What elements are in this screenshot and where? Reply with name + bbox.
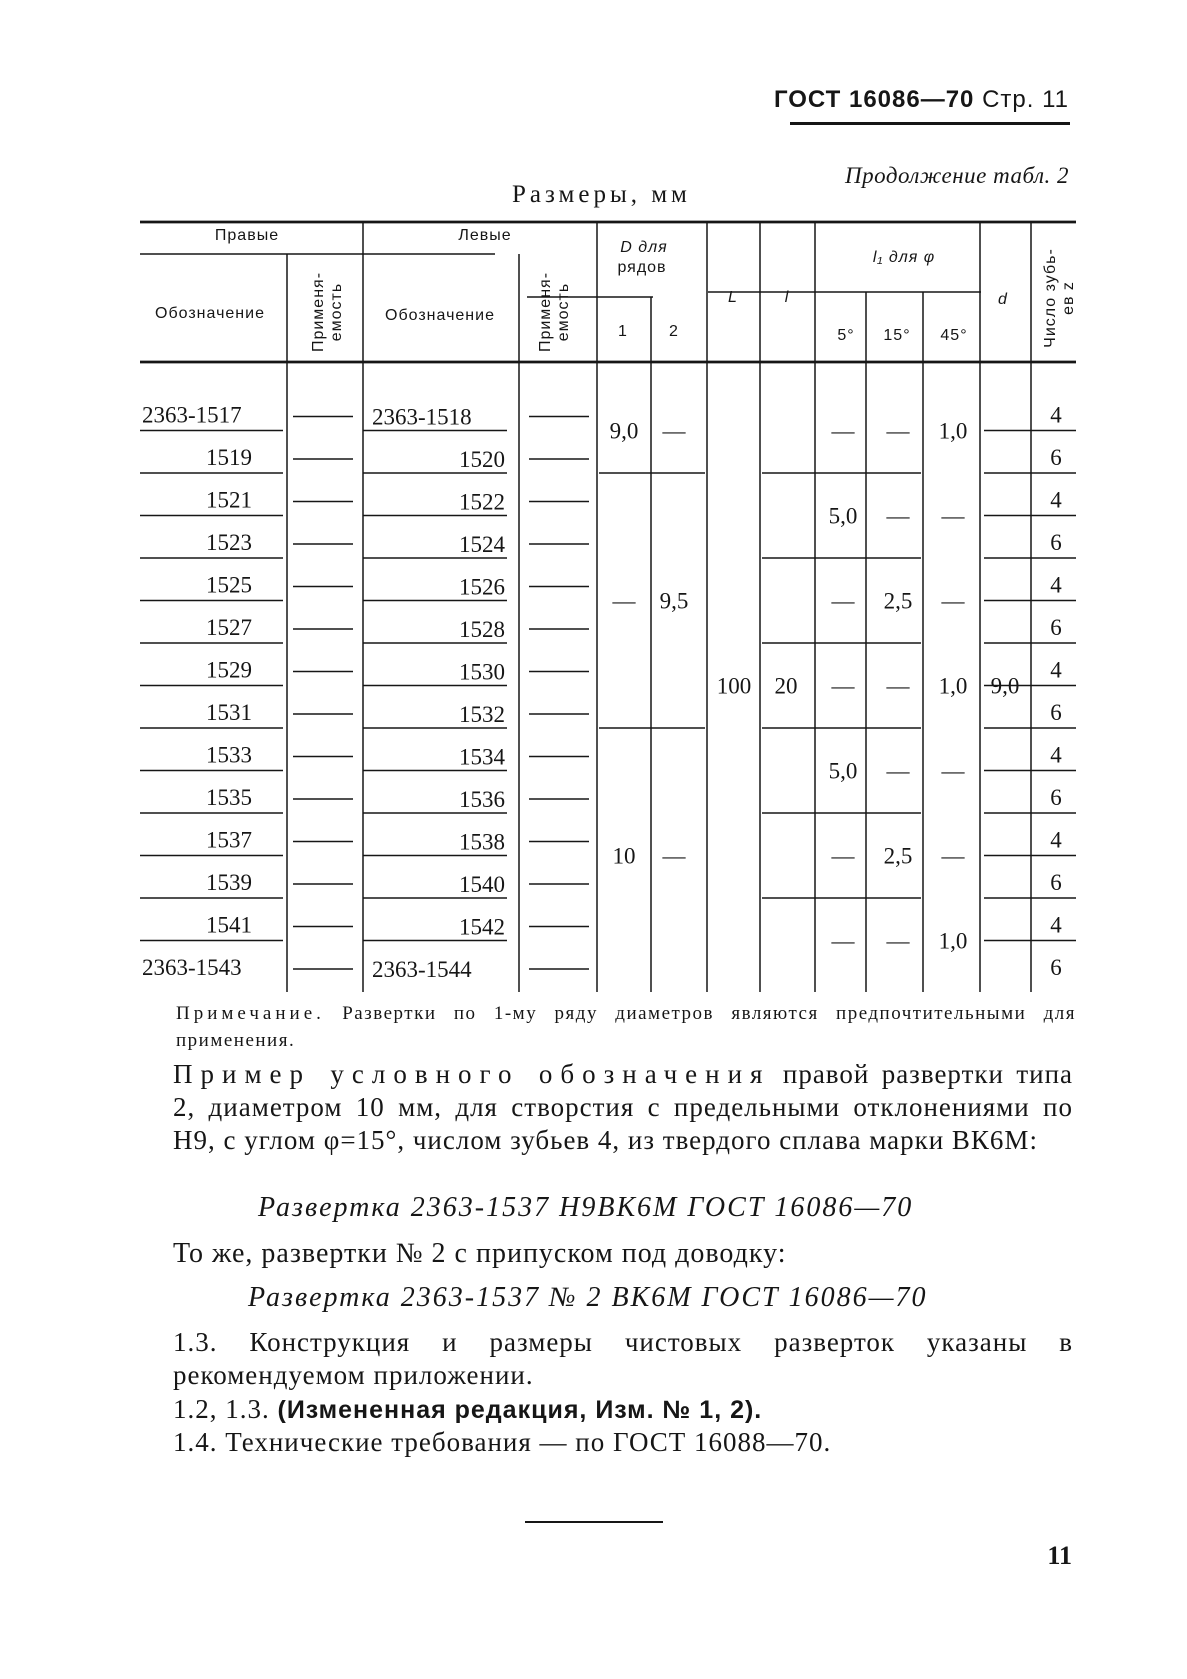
header-applicability-left-1: Применя-	[537, 271, 554, 353]
diameter-row2-value: 9,5	[659, 588, 689, 614]
left-code: 1522	[459, 489, 505, 515]
header-applicability-right-2: емость	[328, 282, 345, 342]
right-code: 1535	[206, 785, 252, 810]
standard-number: ГОСТ 16086—70	[773, 86, 975, 113]
left-code: 1530	[459, 659, 505, 685]
l1-phi15-value: —	[886, 418, 910, 444]
note-label: Примечание.	[176, 1003, 325, 1024]
designation-example-2: Развертка 2363-1537 № 2 ВК6М ГОСТ 16086—70	[248, 1282, 928, 1313]
clause-1-4: 1.4. Технические требования — по ГОСТ 16088—70.	[173, 1427, 832, 1457]
example-text: правой развертки типа 2, диаметром 10 мм, для створстия с предельными отклонениями по Н9, с углом φ=15°, числом зубьев 4, из твердого сплава марки ВК6М:	[173, 1059, 1073, 1155]
l1-phi45-value: 1,0	[938, 673, 968, 699]
header-right: Правые	[214, 227, 280, 244]
diameter-row2-value: —	[662, 418, 686, 444]
teeth-count-value: 4	[1050, 402, 1062, 428]
right-code: 1519	[206, 445, 252, 470]
left-code: 2363-1544	[372, 957, 472, 982]
l1-phi45-value: —	[941, 588, 965, 614]
teeth-count-value: 4	[1050, 572, 1062, 598]
header-rows-word: рядов	[617, 259, 667, 276]
right-code: 1521	[206, 487, 252, 513]
clause-1-2-bold: (Измененная редакция, Изм. № 1, 2).	[277, 1396, 763, 1424]
right-code: 1531	[206, 700, 252, 725]
l1-phi5-value: —	[831, 928, 855, 954]
right-code: 1523	[206, 530, 252, 555]
clause-1-3: 1.3. Конструкция и размеры чистовых разверток указаны в рекомендуемом приложении.	[173, 1327, 1073, 1390]
l1-phi5-value: —	[831, 588, 855, 614]
teeth-count-value: 6	[1050, 530, 1062, 555]
header-designation-left: Обозначение	[385, 307, 495, 324]
left-code: 1538	[459, 829, 505, 855]
header-L: L	[728, 289, 738, 306]
left-code: 1534	[459, 744, 505, 770]
header-deg-45: 45°	[940, 327, 968, 344]
header-row-2: 2	[669, 323, 679, 340]
header-rule	[790, 122, 1070, 125]
diameter-row1-value: 10	[612, 843, 636, 869]
teeth-count-value: 4	[1050, 487, 1062, 513]
right-code: 1537	[206, 827, 252, 853]
footer-rule	[525, 1521, 663, 1523]
right-code: 2363-1517	[142, 402, 242, 428]
same-note: То же, развертки № 2 с припуском под доводку:	[173, 1238, 787, 1269]
right-code: 1539	[206, 870, 252, 895]
l1-phi15-value: 2,5	[883, 843, 913, 869]
page-header	[774, 86, 1069, 114]
header-teeth-2: ев z	[1060, 281, 1077, 315]
length-L-value: 100	[716, 673, 752, 699]
left-code: 1542	[459, 914, 505, 940]
left-code: 2363-1518	[372, 404, 472, 430]
header-row-1: 1	[618, 323, 628, 340]
table-units-label: Размеры, мм	[512, 181, 691, 208]
right-code: 2363-1543	[142, 955, 242, 980]
l1-phi45-value: 1,0	[938, 418, 968, 444]
l1-phi5-value: —	[831, 843, 855, 869]
right-code: 1533	[206, 742, 252, 768]
teeth-count-value: 6	[1050, 785, 1062, 810]
diameter-row1-value: —	[612, 588, 636, 614]
left-code: 1532	[459, 702, 505, 727]
l1-phi15-value: —	[886, 758, 910, 784]
header-applicability-right-1: Применя-	[310, 271, 327, 353]
designation-example-1: Развертка 2363-1537 Н9ВК6М ГОСТ 16086—70	[258, 1192, 914, 1223]
diameter-row1-value: 9,0	[609, 418, 639, 444]
example-lead: Пример условного обозначения	[173, 1059, 771, 1089]
length-l-value: 20	[774, 673, 798, 699]
right-code: 1541	[206, 912, 252, 938]
left-code: 1536	[459, 787, 505, 812]
teeth-count-value: 6	[1050, 870, 1062, 895]
l1-phi5-value: —	[831, 673, 855, 699]
teeth-count-value: 6	[1050, 445, 1062, 470]
diameter-row2-value: —	[662, 843, 686, 869]
example-paragraph	[173, 1058, 1073, 1157]
right-code: 1527	[206, 615, 252, 640]
table-grid	[140, 222, 1076, 992]
l1-phi15-value: 2,5	[883, 588, 913, 614]
note-text: Развертки по 1-му ряду диаметров являются предпочтительными для применения.	[176, 1003, 1076, 1051]
l1-phi15-value: —	[886, 673, 910, 699]
header-left: Левые	[458, 227, 512, 244]
teeth-count-value: 4	[1050, 912, 1062, 938]
right-code: 1529	[206, 657, 252, 683]
teeth-count-value: 6	[1050, 700, 1062, 725]
left-code: 1524	[459, 532, 505, 557]
teeth-count-value: 4	[1050, 657, 1062, 683]
right-code: 1525	[206, 572, 252, 598]
l1-phi45-value: 1,0	[938, 928, 968, 954]
header-l: l	[784, 289, 790, 306]
header-teeth-1: Число зубь-	[1042, 248, 1059, 348]
clause-1-2-revision	[173, 1393, 1073, 1427]
left-code: 1526	[459, 574, 505, 600]
l1-phi15-value: —	[886, 503, 910, 529]
l1-phi5-value: 5,0	[828, 503, 858, 529]
l1-phi45-value: —	[941, 758, 965, 784]
table-note	[176, 1000, 1076, 1054]
clause-1-2-prefix: 1.2, 1.3.	[173, 1394, 270, 1424]
teeth-count-value: 6	[1050, 615, 1062, 640]
diameter-d-value: 9,0	[990, 673, 1020, 699]
l1-phi15-value: —	[886, 928, 910, 954]
l1-phi45-value: —	[941, 503, 965, 529]
header-designation-right: Обозначение	[155, 305, 265, 322]
header-d-for: D для	[620, 239, 668, 256]
l1-phi5-value: 5,0	[828, 758, 858, 784]
teeth-count-value: 4	[1050, 742, 1062, 768]
l1-phi5-value: —	[831, 418, 855, 444]
header-applicability-left-2: емость	[555, 282, 572, 342]
table-text	[142, 227, 1077, 982]
l1-phi45-value: —	[941, 843, 965, 869]
teeth-count-value: 4	[1050, 827, 1062, 853]
table-continuation-label: Продолжение табл. 2	[845, 163, 1069, 188]
page-number: 11	[1047, 1541, 1072, 1570]
left-code: 1520	[459, 447, 505, 472]
left-code: 1540	[459, 872, 505, 897]
page-label: Стр. 11	[982, 86, 1069, 113]
header-deg-5: 5°	[837, 327, 855, 344]
header-l1-for: l₁ для φ	[872, 249, 936, 266]
header-deg-15: 15°	[883, 327, 911, 344]
header-d: d	[998, 291, 1008, 308]
left-code: 1528	[459, 617, 505, 642]
teeth-count-value: 6	[1050, 955, 1062, 980]
